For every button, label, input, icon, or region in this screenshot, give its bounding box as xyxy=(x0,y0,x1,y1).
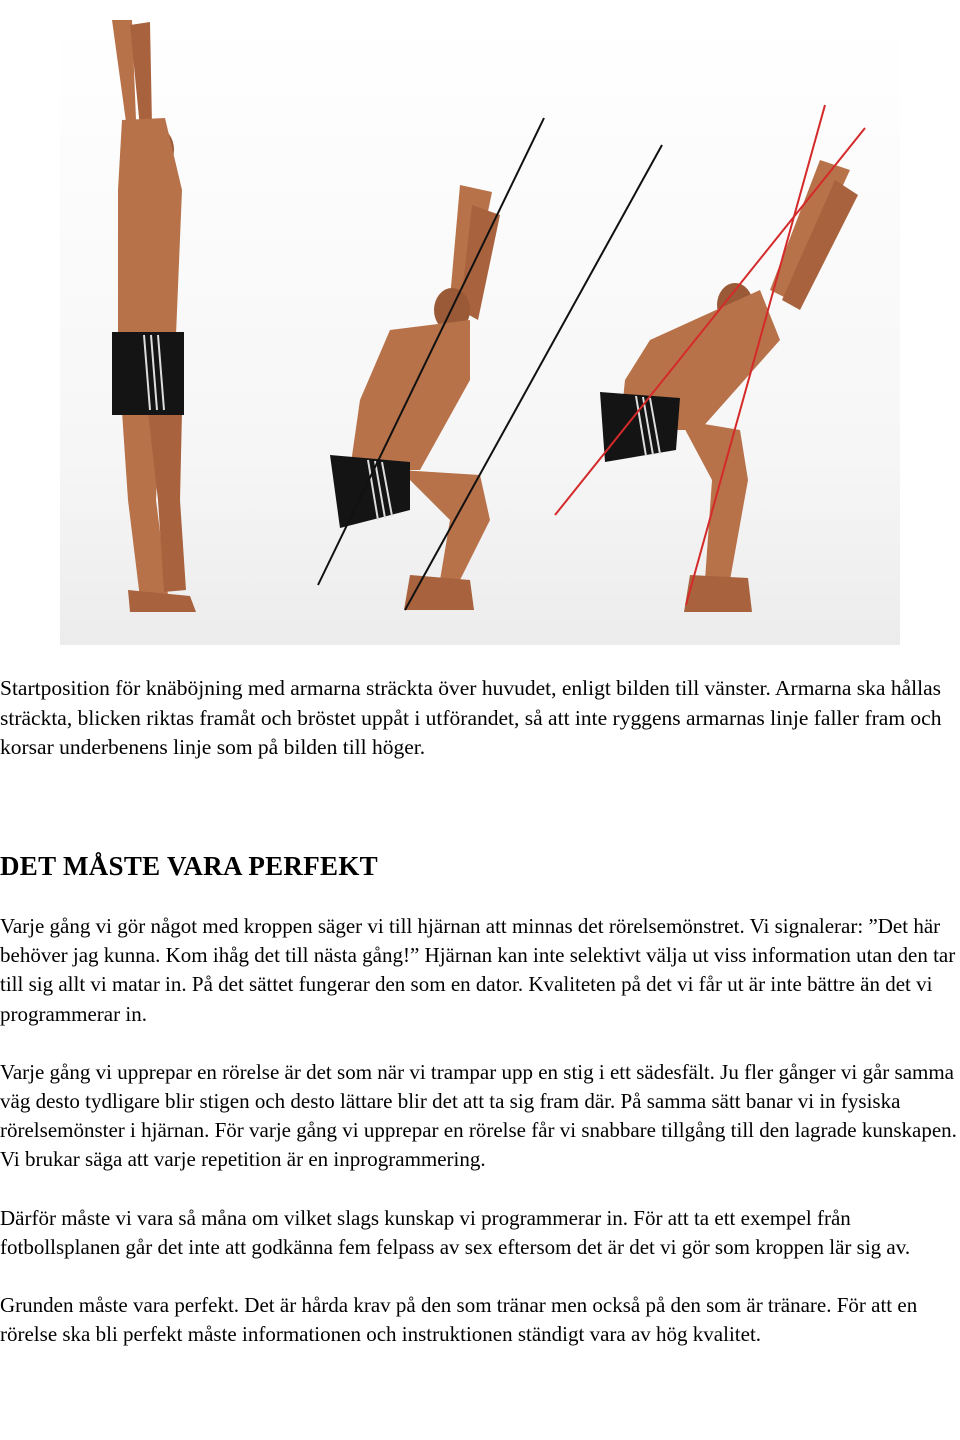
squat-sequence-graphic xyxy=(0,0,960,660)
paragraph: Därför måste vi vara så måna om vilket slags kunskap vi programmerar in. För att ta ett exempel från fotbollsplanen går det inte att godkänna fem felpass av sex eftersom det är det vi gör som kroppen lär sig av. xyxy=(0,1205,911,1259)
section-heading: DET MÅSTE VARA PERFEKT xyxy=(0,851,378,881)
paragraph: Varje gång vi gör något med kroppen säger vi till hjärnan att minnas det rörelsemönstret. Vi signalerar: ”Det här behöver jag kunna. Kom ihåg det till nästa gång!” Hjärnan kan inte selektivt välja ut viss information utan den tar till sig allt vi matar in. På det sättet fungerar den som en dator. Kvaliteten på det vi får ut är inte bättre än det vi programmerar in. xyxy=(0,914,956,1026)
paragraph: Grunden måste vara perfekt. Det är hårda krav på den som tränar men också på den som är tränare. För att en rörelse ska bli perfekt måste informationen och instruktionen ständigt vara av hög kvalitet. xyxy=(0,1293,918,1347)
body-text xyxy=(0,912,958,1378)
squat-illustration xyxy=(0,0,960,660)
figure-caption: Startposition för knäböjning med armarna sträckta över huvudet, enligt bilden till vänster. Armarna ska hållas sträckta, blicken riktas framåt och bröstet uppåt i utförandet, så att inte ryggens armarnas linje faller fram och korsar underbenens linje som på bilden till höger. xyxy=(0,676,942,759)
paragraph: Varje gång vi upprepar en rörelse är det som när vi trampar upp en stig i ett sädesfält. Ju fler gånger vi går samma väg desto tydligare blir stigen och desto lättare blir det att ta sig fram där. På samma sätt banar vi in fysiska rörelsemönster i hjärnan. För varje gång vi upprepar en rörelse får vi snabbare tillgång till den lagrade kunskapen. Vi brukar säga att varje repetition är en inprogrammering. xyxy=(0,1059,957,1172)
